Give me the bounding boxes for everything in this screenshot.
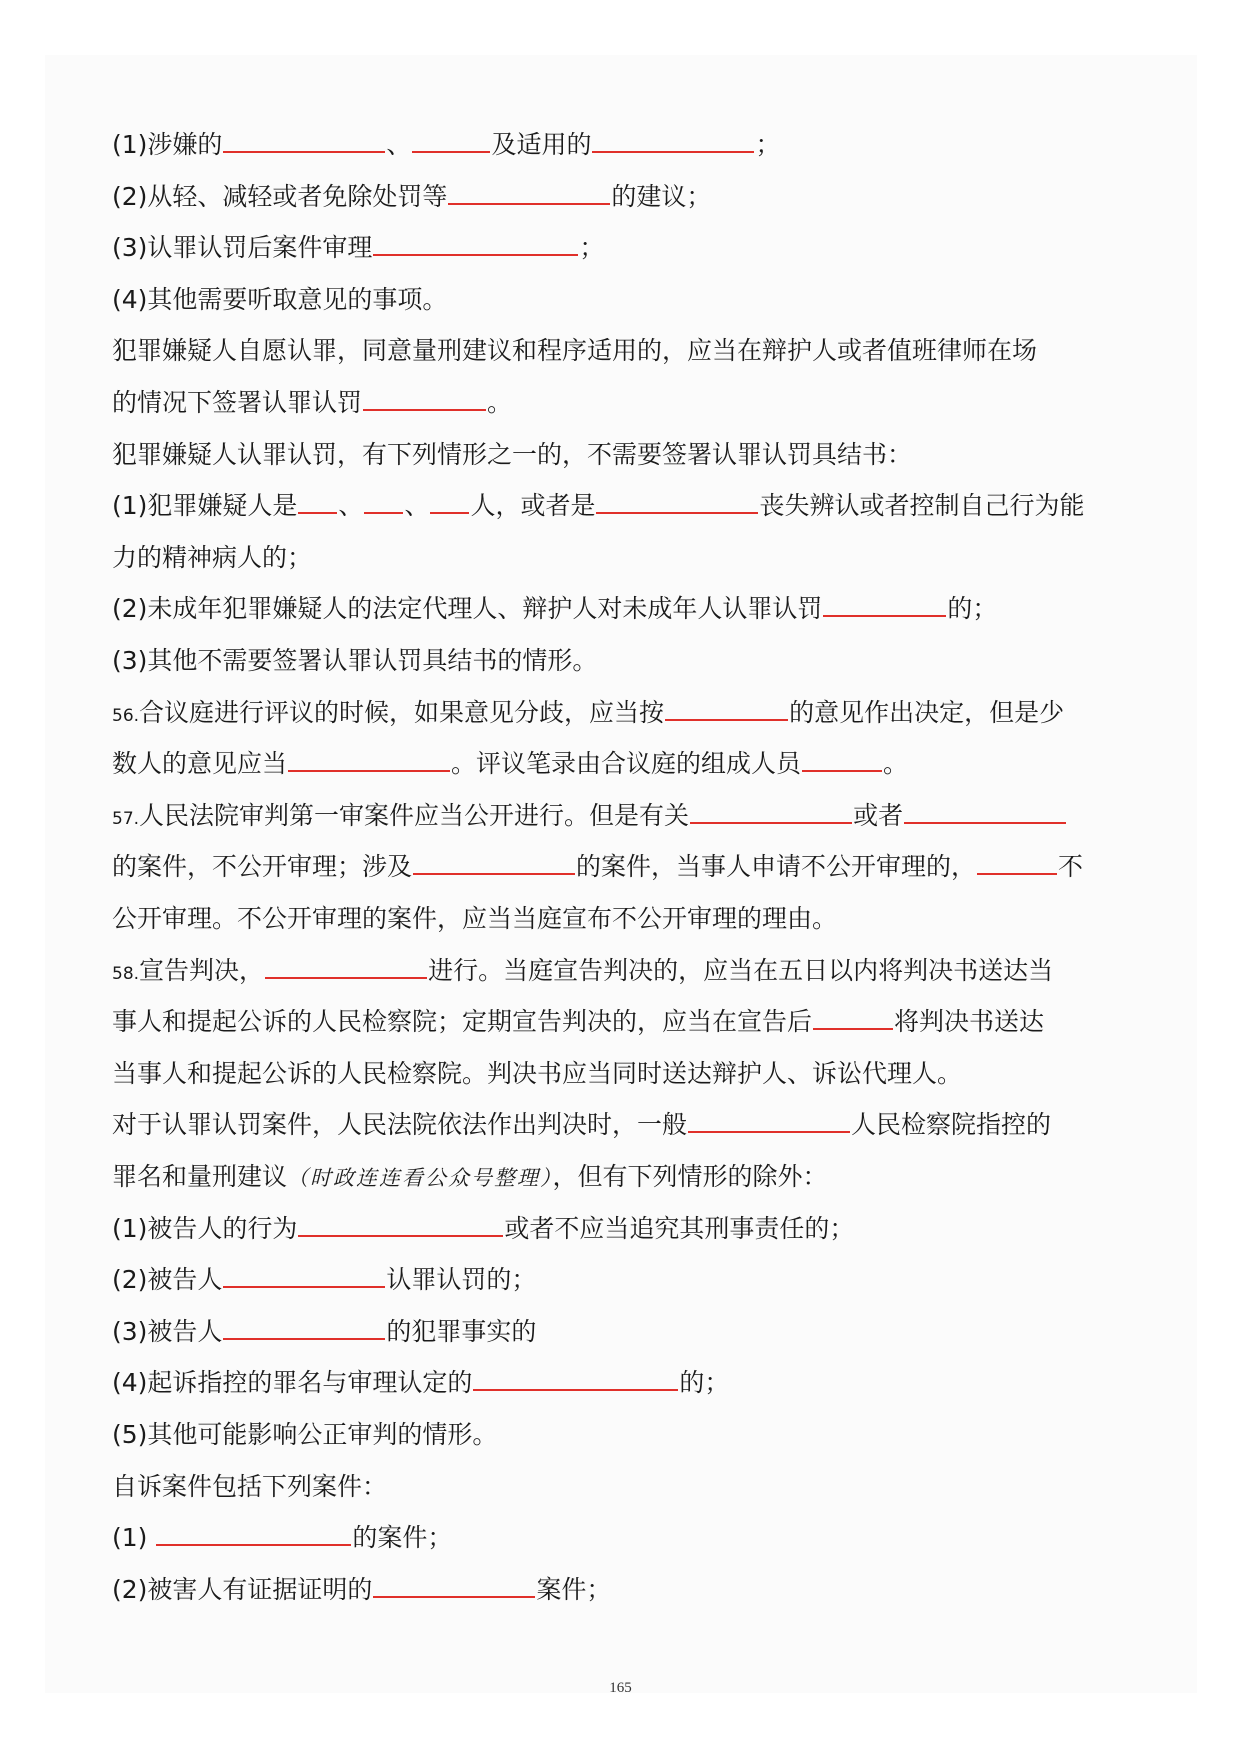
text-segment: (1)犯罪嫌疑人是 — [112, 491, 298, 521]
text-line — [112, 1564, 611, 1616]
text-segment: 公开审理。不公开审理的案件，应当当庭宣布不公开审理的理由。 — [112, 904, 838, 933]
text-segment: 的； — [947, 594, 998, 624]
text-segment: 犯罪嫌疑人自愿认罪，同意量刑建议和程序适用的，应当在辩护人或者值班律师在场 — [112, 336, 1038, 366]
text-segment: 的建议； — [611, 181, 712, 211]
fill-in-blank[interactable] — [288, 748, 450, 772]
text-line — [112, 738, 908, 790]
text-segment: (3)被告人 — [112, 1316, 223, 1346]
text-segment: 自诉案件包括下列案件： — [112, 1471, 388, 1501]
text-segment: 人民法院审判第一审案件应当公开进行。但是有关 — [139, 800, 690, 830]
text-segment: 人，或者是 — [470, 491, 596, 521]
text-line — [112, 1512, 452, 1564]
text-segment: 及适用的 — [491, 130, 592, 159]
text-line — [112, 377, 512, 429]
text-segment: (3)认罪认罚后案件审理 — [112, 233, 373, 263]
text-line — [112, 1151, 828, 1203]
text-line — [112, 841, 1083, 893]
question-number: 57. — [112, 808, 140, 829]
text-line — [112, 1357, 729, 1409]
text-segment: 或者 — [853, 800, 904, 830]
text-segment: 的案件； — [352, 1523, 453, 1553]
fill-in-blank[interactable] — [364, 490, 403, 514]
text-segment: (1) — [112, 1523, 156, 1553]
fill-in-blank[interactable] — [977, 851, 1057, 875]
text-line — [112, 171, 711, 223]
text-segment: 力的精神病人的； — [112, 542, 313, 572]
text-segment: (1)被告人的行为 — [112, 1213, 298, 1243]
fill-in-blank[interactable] — [156, 1522, 351, 1546]
text-segment: (2)从轻、减轻或者免除处罚等 — [112, 181, 448, 211]
text-line — [112, 222, 604, 274]
text-segment: 的意见作出决定，但是少 — [789, 697, 1065, 727]
fill-in-blank[interactable] — [665, 697, 788, 721]
fill-in-blank[interactable] — [223, 129, 385, 153]
text-segment: 不 — [1058, 852, 1084, 882]
text-segment: 罪名和量刑建议 — [112, 1162, 288, 1191]
text-line — [112, 1203, 854, 1255]
text-line — [112, 1461, 387, 1513]
text-segment: 。评议笔录由合议庭的组成人员 — [451, 749, 802, 779]
fill-in-blank[interactable] — [265, 955, 427, 979]
text-line — [112, 635, 597, 687]
text-segment: 事人和提起公诉的人民检察院；定期宣告判决的，应当在宣告后 — [112, 1007, 813, 1037]
text-segment: 或者不应当追究其刑事责任的； — [504, 1213, 855, 1243]
text-segment: 的犯罪事实的 — [386, 1316, 537, 1346]
source-note: （时政连连看公众号整理） — [287, 1166, 553, 1190]
page-number: 165 — [609, 1680, 632, 1696]
text-segment: 当事人和提起公诉的人民检察院。判决书应当同时送达辩护人、诉讼代理人。 — [112, 1058, 963, 1088]
fill-in-blank[interactable] — [298, 490, 337, 514]
fill-in-blank[interactable] — [223, 1316, 385, 1340]
text-line — [112, 480, 1084, 532]
text-segment: 进行。当庭宣告判决的，应当在五日以内将判决书送达当 — [428, 955, 1054, 985]
text-segment: (2)被害人有证据证明的 — [112, 1574, 373, 1604]
text-segment: 丧失辨认或者控制自己行为能 — [759, 491, 1085, 521]
fill-in-blank[interactable] — [363, 387, 486, 411]
text-line — [112, 274, 447, 326]
text-line — [112, 687, 1064, 739]
text-segment: 将判决书送达 — [894, 1007, 1045, 1037]
text-segment: 、 — [338, 491, 364, 521]
text-line — [112, 945, 1053, 997]
text-segment: 的情况下签署认罪认罚 — [112, 388, 363, 417]
text-segment: (4)起诉指控的罪名与审理认定的 — [112, 1368, 473, 1398]
text-segment: 的； — [679, 1368, 730, 1398]
fill-in-blank[interactable] — [904, 800, 1066, 824]
text-line — [112, 1099, 1051, 1151]
text-line — [112, 429, 912, 481]
text-line — [112, 1409, 497, 1461]
text-segment: 宣告判决， — [139, 955, 265, 985]
text-segment: 人民检察院指控的 — [851, 1110, 1052, 1140]
fill-in-blank[interactable] — [373, 1574, 535, 1598]
text-line — [112, 1048, 962, 1100]
fill-in-blank[interactable] — [448, 181, 610, 205]
fill-in-blank[interactable] — [688, 1109, 850, 1133]
text-segment: 认罪认罚的； — [386, 1265, 537, 1295]
text-line — [112, 532, 312, 584]
text-segment: 数人的意见应当 — [112, 749, 288, 779]
text-segment: 。 — [883, 749, 909, 779]
fill-in-blank[interactable] — [430, 490, 469, 514]
fill-in-blank[interactable] — [473, 1367, 678, 1391]
text-line — [112, 1306, 536, 1358]
text-segment: 、 — [386, 130, 412, 159]
text-line — [112, 1254, 536, 1306]
text-segment: 、 — [404, 491, 430, 521]
text-segment: (4)其他需要听取意见的事项。 — [112, 284, 448, 314]
text-segment: ； — [755, 130, 781, 159]
text-line — [112, 893, 837, 945]
text-segment: 合议庭进行评议的时候，如果意见分歧，应当按 — [139, 697, 665, 727]
text-line — [112, 790, 1067, 842]
fill-in-blank[interactable] — [373, 232, 578, 256]
text-segment: (5)其他可能影响公正审判的情形。 — [112, 1420, 498, 1449]
text-segment: 的案件，当事人申请不公开审理的， — [576, 852, 977, 882]
text-line — [112, 583, 997, 635]
fill-in-blank[interactable] — [596, 490, 758, 514]
text-segment: (1)涉嫌的 — [112, 130, 223, 159]
text-segment: ； — [579, 233, 605, 263]
question-number: 56. — [112, 705, 140, 726]
text-segment: 的案件，不公开审理；涉及 — [112, 852, 413, 882]
text-segment: 犯罪嫌疑人认罪认罚，有下列情形之一的，不需要签署认罪认罚具结书： — [112, 439, 913, 469]
fill-in-blank[interactable] — [823, 593, 946, 617]
text-segment: 案件； — [536, 1574, 612, 1604]
text-segment: ，但有下列情形的除外： — [552, 1162, 828, 1191]
fill-in-blank[interactable] — [298, 1213, 503, 1237]
fill-in-blank[interactable] — [690, 800, 852, 824]
fill-in-blank[interactable] — [802, 748, 882, 772]
text-segment: (2)被告人 — [112, 1265, 223, 1295]
fill-in-blank[interactable] — [813, 1006, 893, 1030]
fill-in-blank[interactable] — [412, 129, 490, 153]
question-number: 58. — [112, 963, 140, 984]
text-line — [112, 119, 780, 171]
fill-in-blank[interactable] — [413, 851, 575, 875]
text-segment: 。 — [487, 388, 513, 417]
fill-in-blank[interactable] — [223, 1264, 385, 1288]
text-segment: 对于认罪认罚案件，人民法院依法作出判决时，一般 — [112, 1110, 688, 1140]
text-line — [112, 325, 1037, 377]
text-segment: (2)未成年犯罪嫌疑人的法定代理人、辩护人对未成年人认罪认罚 — [112, 594, 823, 624]
text-line — [112, 996, 1044, 1048]
text-segment: (3)其他不需要签署认罪认罚具结书的情形。 — [112, 646, 598, 675]
fill-in-blank[interactable] — [592, 129, 754, 153]
